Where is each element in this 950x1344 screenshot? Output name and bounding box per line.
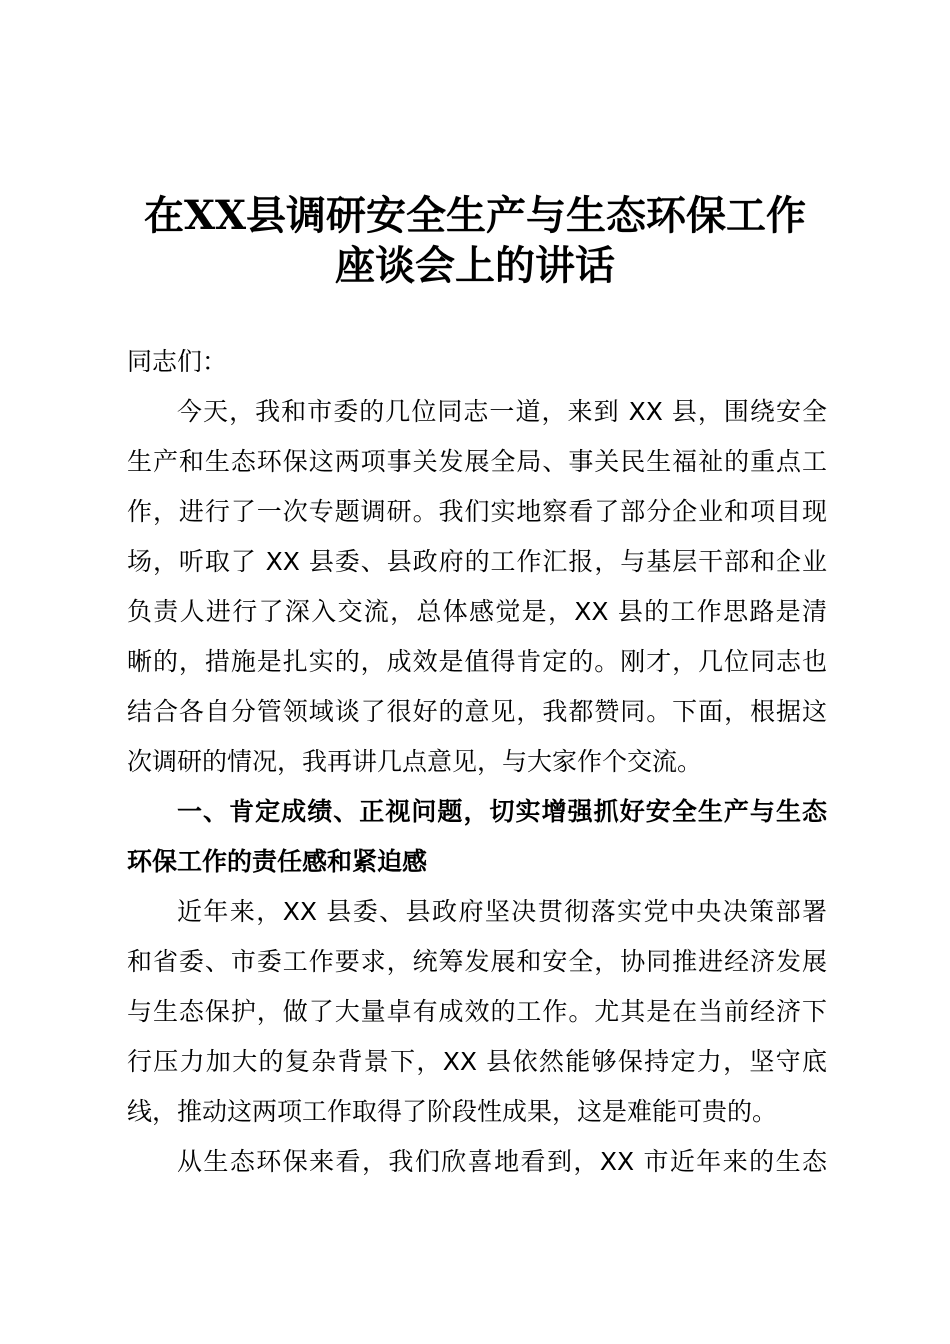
body-line: 近年来，XX 县委、县政府坚决贯彻落实党中央决策部署 <box>177 897 827 926</box>
body-line: 场，听取了 XX 县委、县政府的工作汇报，与基层干部和企业 <box>127 547 827 576</box>
section-heading-line: 环保工作的责任感和紧迫感 <box>127 847 428 876</box>
body-line: 次调研的情况，我再讲几点意见，与大家作个交流。 <box>127 747 703 776</box>
body-line: 今天，我和市委的几位同志一道，来到 XX 县，围绕安全 <box>177 397 827 426</box>
document-title-line-2: 座谈会上的讲话 <box>335 242 615 289</box>
body-line: 和省委、市委工作要求，统筹发展和安全，协同推进经济发展 <box>127 947 827 976</box>
body-line: 行压力加大的复杂背景下，XX 县依然能够保持定力，坚守底 <box>127 1047 827 1076</box>
section-heading-line: 一、肯定成绩、正视问题，切实增强抓好安全生产与生态 <box>177 797 827 826</box>
body-line: 与生态保护，做了大量卓有成效的工作。尤其是在当前经济下 <box>127 997 827 1026</box>
body-line: 线，推动这两项工作取得了阶段性成果，这是难能可贵的。 <box>127 1097 778 1126</box>
body-line: 作，进行了一次专题调研。我们实地察看了部分企业和项目现 <box>127 497 827 526</box>
salutation: 同志们： <box>127 347 228 376</box>
document-title-line-1: 在XX县调研安全生产与生态环保工作 <box>143 192 807 239</box>
body-line: 生产和生态环保这两项事关发展全局、事关民生福祉的重点工 <box>127 447 827 476</box>
body-line: 结合各自分管领域谈了很好的意见，我都赞同。下面，根据这 <box>127 697 827 726</box>
body-line: 负责人进行了深入交流，总体感觉是，XX 县的工作思路是清 <box>127 597 827 626</box>
body-line: 从生态环保来看，我们欣喜地看到，XX 市近年来的生态 <box>177 1147 827 1176</box>
body-line: 晰的，措施是扎实的，成效是值得肯定的。刚才，几位同志也 <box>127 647 827 676</box>
